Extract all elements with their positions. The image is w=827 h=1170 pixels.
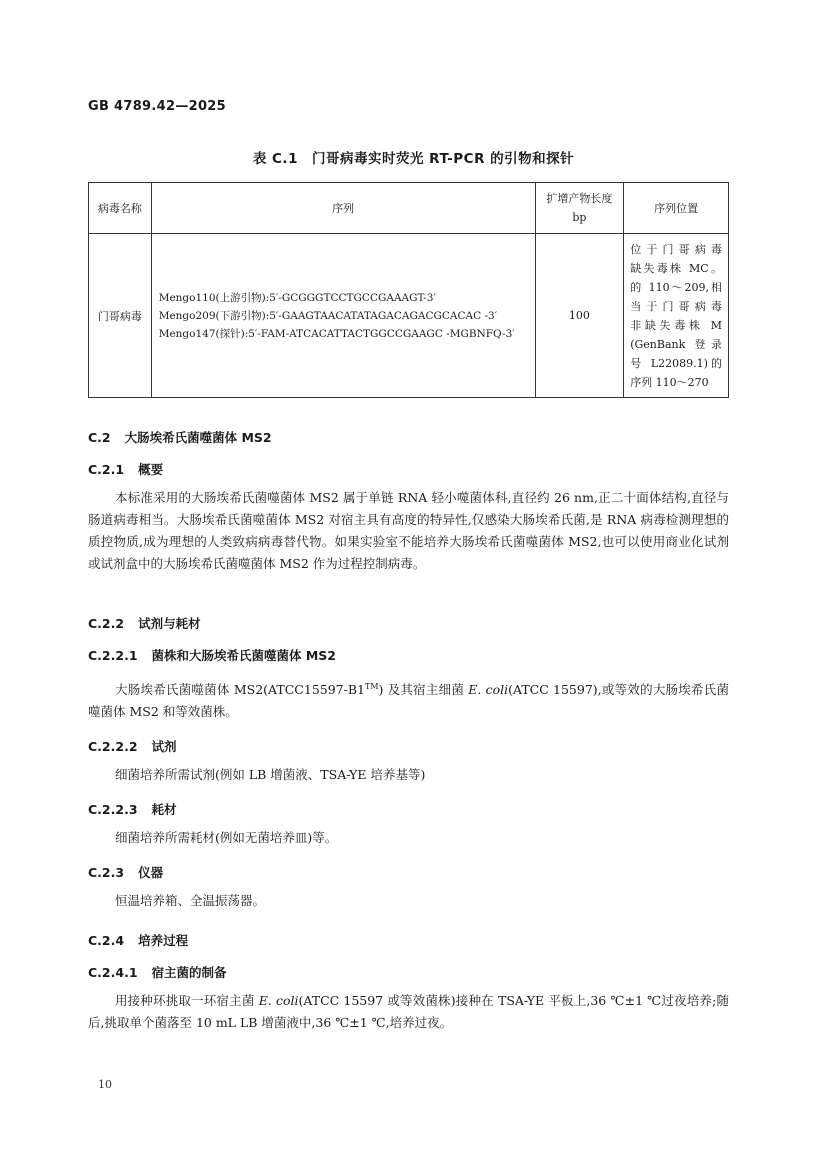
- section-heading-c221: C.2.2.1 菌株和大肠埃希氏菌噬菌体 MS2: [88, 648, 337, 663]
- position-line: 号 L22089.1)的: [630, 356, 722, 370]
- position-line: 序列 110～270: [630, 375, 709, 389]
- section-heading-c22: C.2.2 试剂与耗材: [88, 616, 201, 631]
- primer-table: [88, 182, 729, 398]
- position-line: 位于门哥病毒: [630, 242, 722, 256]
- paragraph-consumables: 细菌培养所需耗材(例如无菌培养皿)等。: [115, 830, 338, 845]
- section-heading-c24: C.2.4 培养过程: [88, 933, 189, 948]
- sequence-forward-primer: Mengo110(上游引物):5′-GCGGGTCCTGCCGAAAGT-3′: [158, 291, 436, 304]
- paragraph-host-prep: 用接种环挑取一环宿主菌 E. coli(ATCC 15597 或等效菌株)接种在 TSA-YE 平板上,36 ℃±1 ℃过夜培养;随后,挑取单个菌落至 10 mL LB 增菌液中,36 ℃±1 ℃,培养过夜。: [88, 993, 729, 1030]
- table-row: [89, 234, 729, 398]
- cell-sequences: [151, 234, 535, 398]
- standard-header: GB 4789.42—2025: [88, 99, 226, 114]
- position-line: (GenBank 登录: [630, 337, 722, 351]
- table-caption: 表 C.1 门哥病毒实时荧光 RT-PCR 的引物和探针: [252, 151, 575, 167]
- col-header-sequence: 序列: [151, 183, 535, 234]
- paragraph-instruments: 恒温培养箱、全温振荡器。: [115, 893, 266, 908]
- section-heading-c223: C.2.2.3 耗材: [88, 802, 177, 817]
- col-header-length-label: 扩增产物长度: [546, 192, 613, 205]
- paragraph-reagents: 细菌培养所需试剂(例如 LB 增菌液、TSA-YE 培养基等): [115, 767, 426, 782]
- cell-virus-name: 门哥病毒: [89, 234, 152, 398]
- col-header-product-length: [535, 183, 624, 234]
- col-header-position: 序列位置: [624, 183, 729, 234]
- page-number: 10: [98, 1078, 112, 1091]
- position-line: 非缺失毒株 M: [630, 318, 722, 332]
- col-header-length-unit: bp: [572, 211, 587, 224]
- section-heading-c23: C.2.3 仪器: [88, 865, 164, 880]
- sequence-probe: Mengo147(探针):5′-FAM-ATCACATTACTGGCCGAAGC -MGBNFQ-3′: [158, 327, 515, 340]
- col-header-virus-name: 病毒名称: [89, 183, 152, 234]
- cell-product-length: 100: [535, 234, 624, 398]
- sequence-reverse-primer: Mengo209(下游引物):5′-GAAGTAACATATAGACAGACGCACAC -3′: [158, 309, 498, 322]
- position-line: 的 110～209,相: [630, 280, 722, 294]
- table-header-row: [89, 183, 729, 234]
- section-heading-c21: C.2.1 概要: [88, 462, 164, 477]
- position-line: 缺失毒株 MC。: [630, 261, 722, 275]
- position-line: 当于门哥病毒: [630, 299, 722, 313]
- cell-sequence-position: [624, 234, 729, 398]
- paragraph-overview: 本标准采用的大肠埃希氏菌噬菌体 MS2 属于单链 RNA 轻小噬菌体科,直径约 26 nm,正二十面体结构,直径与肠道病毒相当。大肠埃希氏菌噬菌体 MS2 对宿主具有高度的特异性,仅感染大肠埃希氏菌,是 RNA 病毒检测理想的质控物质,成为理想的人类致病病毒替代物。如果实验室不能培养大肠埃希氏菌噬菌体 MS2,也可以使用商业化试剂或试剂盒中的大肠埃希氏菌噬菌体 MS2 作为过程控制病毒。: [88, 490, 729, 571]
- section-heading-c222: C.2.2.2 试剂: [88, 739, 177, 754]
- section-heading-c241: C.2.4.1 宿主菌的制备: [88, 965, 227, 980]
- paragraph-strains: 大肠埃希氏菌噬菌体 MS2(ATCC15597-B1™) 及其宿主细菌 E. coli(ATCC 15597),或等效的大肠埃希氏菌噬菌体 MS2 和等效菌株。: [88, 682, 730, 720]
- section-heading-c2: C.2 大肠埃希氏菌噬菌体 MS2: [88, 430, 272, 445]
